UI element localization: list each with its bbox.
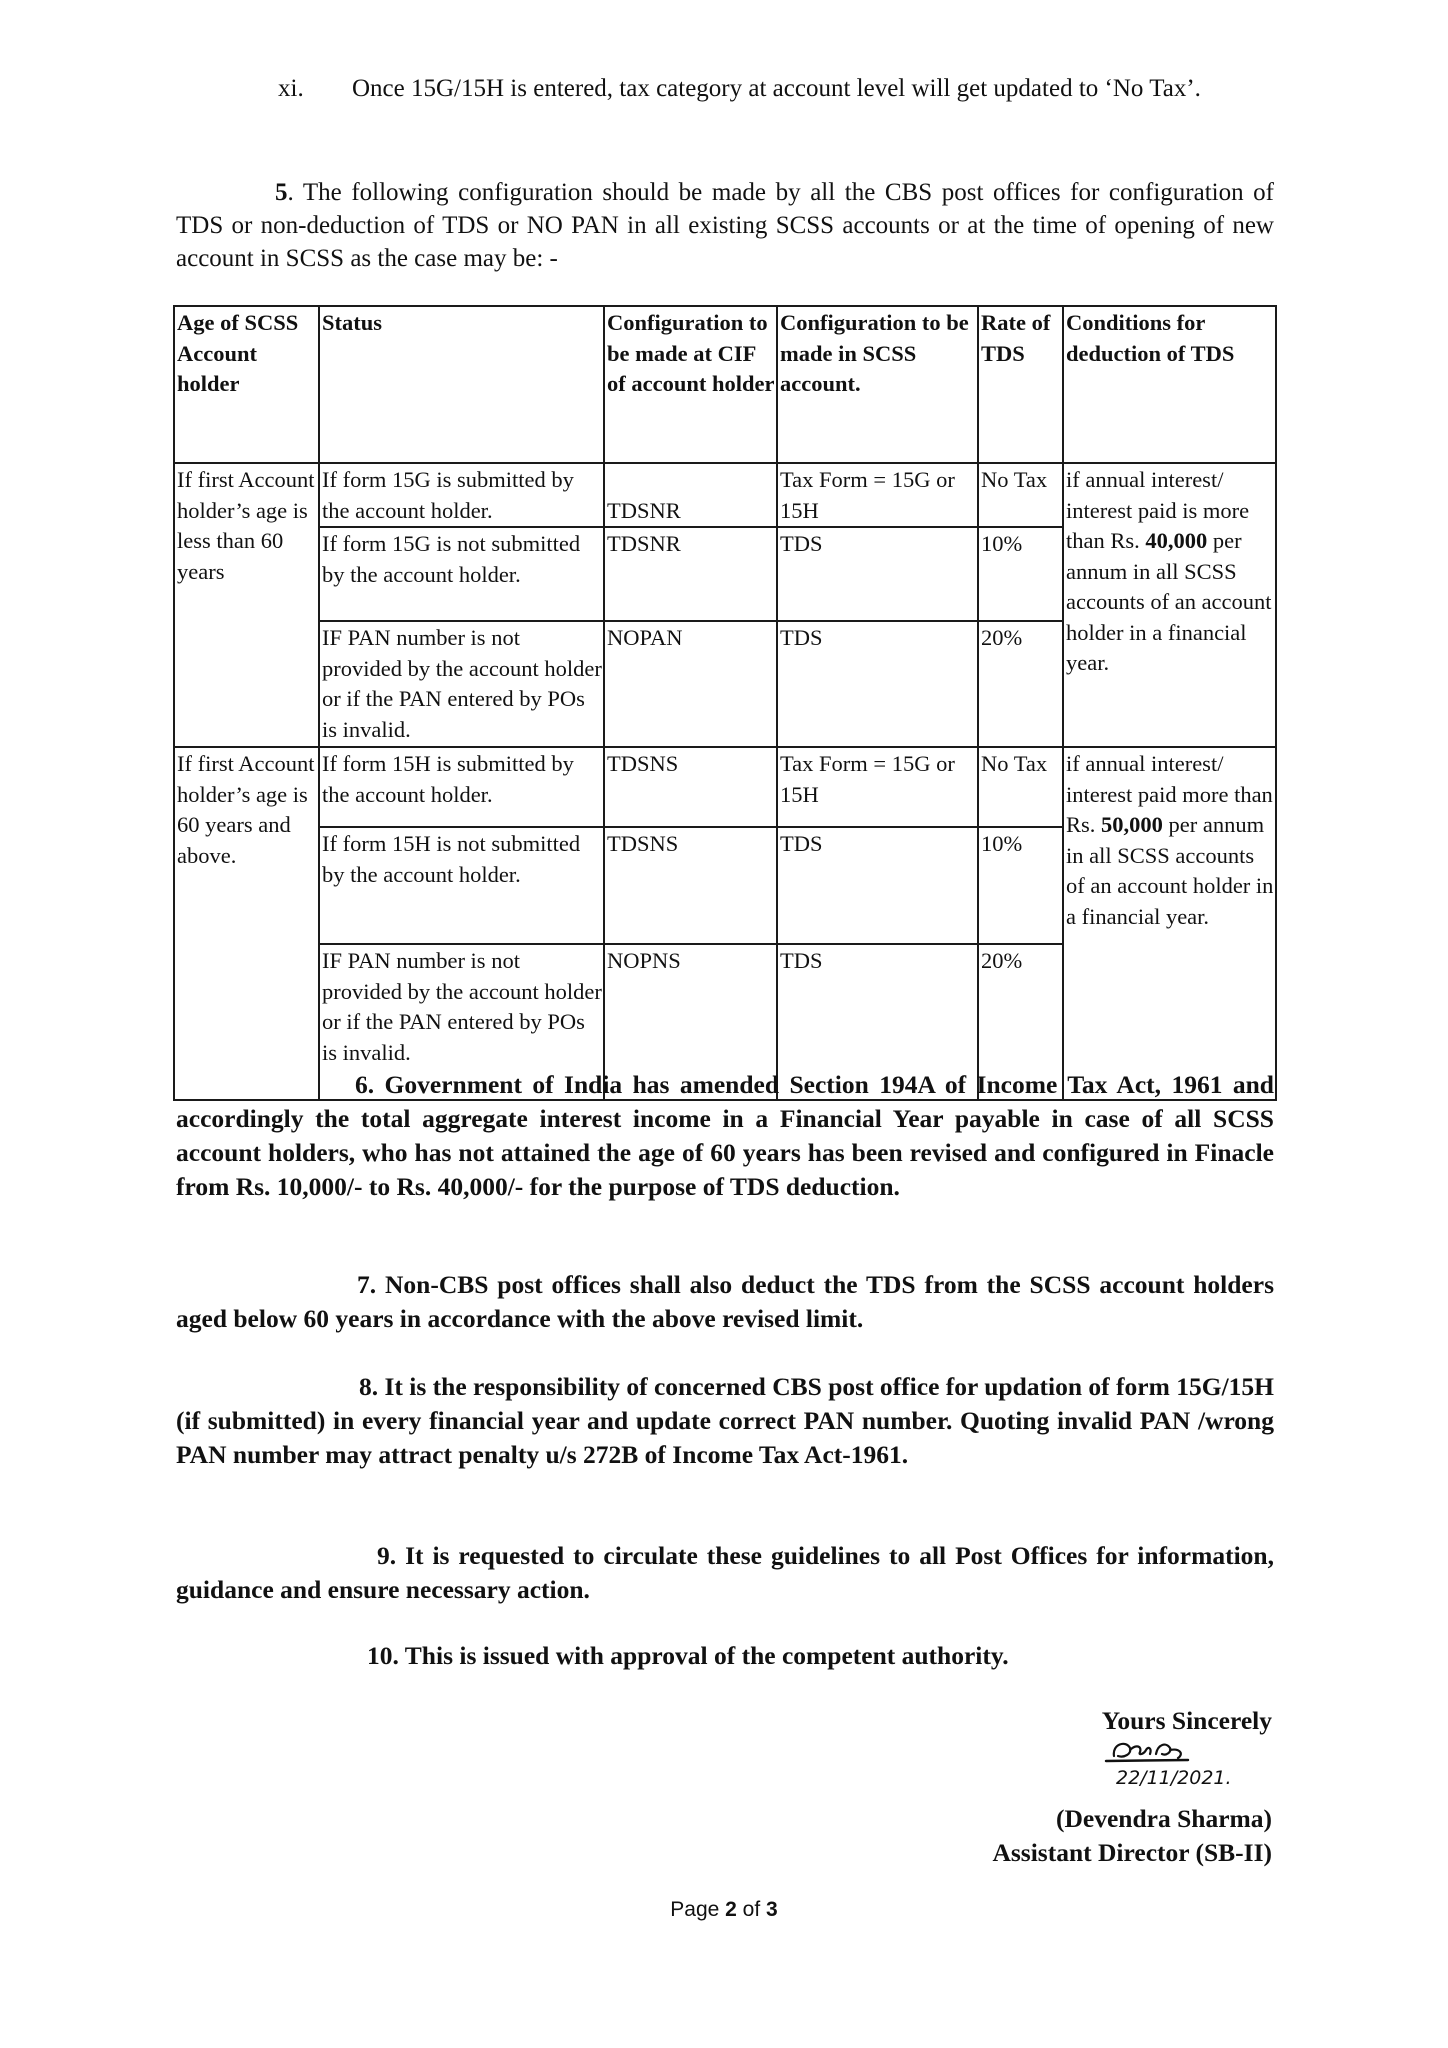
- cif-config-cell: TDSNS: [604, 827, 777, 944]
- condition-text: per annum in all SCSS accounts of an account holder in a financial year.: [1066, 812, 1274, 929]
- cif-config-cell: NOPAN: [604, 621, 777, 747]
- condition-amount: 50,000: [1101, 812, 1163, 837]
- rate-cell: 20%: [978, 944, 1063, 1100]
- rate-cell: No Tax: [978, 747, 1063, 827]
- status-cell: If form 15H is submitted by the account holder.: [319, 747, 604, 827]
- header-cif-config: Configuration to be made at CIF of account holder: [604, 306, 777, 463]
- paragraph-5-number: 5: [275, 179, 288, 206]
- page-number-footer: [0, 1898, 1448, 1922]
- account-config-cell: TDS: [777, 527, 978, 621]
- cif-config-cell: TDSNS: [604, 747, 777, 827]
- condition-text: if annual interest/ interest paid more than Rs.: [1066, 751, 1273, 837]
- closing-salutation: Yours Sincerely: [1101, 1706, 1272, 1735]
- account-config-cell: TDS: [777, 827, 978, 944]
- table-header-row: [174, 306, 1276, 463]
- cif-config-cell: TDSNR: [604, 527, 777, 621]
- header-rate: Rate of TDS: [978, 306, 1063, 463]
- table-row: [174, 463, 1276, 527]
- header-conditions: Conditions for deduction of TDS: [1063, 306, 1276, 463]
- condition-amount: 40,000: [1145, 528, 1208, 553]
- status-cell: If form 15G is submitted by the account holder.: [319, 463, 604, 527]
- status-cell: If form 15G is not submitted by the account holder.: [319, 527, 604, 621]
- paragraph-10: 10. This is issued with approval of the competent authority.: [367, 1641, 1009, 1670]
- condition-text: if annual interest/ interest paid is more than Rs.: [1066, 467, 1250, 553]
- paragraph-6: [176, 1068, 1274, 1204]
- paragraph-5-text: . The following configuration should be made by all the CBS post offices for configuration of TDS or non-deduction of TDS or NO PAN in all existing SCSS accounts or at the time of opening of new account in SCSS as the case may be: -: [176, 179, 1274, 272]
- paragraph-8-text: 8. It is the responsibility of concerned CBS post office for updation of form 15G/15H (if submitted) in every financial year and update correct PAN number. Quoting invalid PAN /wrong PAN number may attract penalty u/s 272B of Income Tax Act-1961.: [176, 1372, 1274, 1469]
- paragraph-5: [176, 176, 1274, 275]
- signature-scribble-icon: [1100, 1738, 1280, 1794]
- status-cell: If form 15H is not submitted by the account holder.: [319, 827, 604, 944]
- paragraph-7-text: 7. Non-CBS post offices shall also deduct the TDS from the SCSS account holders aged below 60 years in accordance with the above revised limit.: [176, 1270, 1274, 1333]
- paragraph-7: [176, 1268, 1274, 1336]
- header-account-config: Configuration to be made in SCSS account.: [777, 306, 978, 463]
- list-item-text: Once 15G/15H is entered, tax category at account level will get updated to ‘No Tax’.: [352, 75, 1201, 102]
- paragraph-6-text: 6. Government of India has amended Section 194A of Income Tax Act, 1961 and accordingly the total aggregate interest income in a Financial Year payable in case of all SCSS account holders, who has not attained the age of 60 years has been revised and configured in Finacle from Rs. 10,000/- to Rs. 40,000/- for the purpose of TDS deduction.: [176, 1070, 1274, 1201]
- total-page-count: 3: [766, 1898, 778, 1921]
- paragraph-9: [176, 1539, 1274, 1607]
- signer-title: Assistant Director (SB-II): [992, 1838, 1272, 1867]
- table-row: [174, 747, 1276, 827]
- age-group-cell: If first Account holder’s age is less than 60 years: [174, 463, 319, 747]
- rate-cell: 20%: [978, 621, 1063, 747]
- status-cell: IF PAN number is not provided by the account holder or if the PAN entered by POs is invalid.: [319, 621, 604, 747]
- footer-prefix: Page: [670, 1898, 726, 1921]
- condition-cell: [1063, 747, 1276, 1100]
- status-cell: IF PAN number is not provided by the account holder or if the PAN entered by POs is invalid.: [319, 944, 604, 1100]
- rate-cell: 10%: [978, 527, 1063, 621]
- condition-text: per annum in all SCSS accounts of an account holder in a financial year.: [1066, 528, 1272, 675]
- list-item-number: xi.: [278, 75, 304, 102]
- signer-name: (Devendra Sharma): [1055, 1804, 1272, 1833]
- header-age: Age of SCSS Account holder: [174, 306, 319, 463]
- rate-cell: 10%: [978, 827, 1063, 944]
- cif-config-cell: NOPNS: [604, 944, 777, 1100]
- account-config-cell: Tax Form = 15G or 15H: [777, 747, 978, 827]
- footer-middle: of: [736, 1898, 767, 1921]
- rate-cell: No Tax: [978, 463, 1063, 527]
- paragraph-9-text: 9. It is requested to circulate these guidelines to all Post Offices for information, guidance and ensure necessary action.: [176, 1541, 1274, 1604]
- account-config-cell: Tax Form = 15G or 15H: [777, 463, 978, 527]
- handwritten-signature: [1100, 1738, 1280, 1794]
- condition-cell: [1063, 463, 1276, 747]
- handwritten-date: 22/11/2021.: [1116, 1767, 1232, 1789]
- paragraph-8: [176, 1370, 1274, 1472]
- tds-configuration-table: [173, 305, 1275, 1104]
- age-group-cell: If first Account holder’s age is 60 years and above.: [174, 747, 319, 1100]
- account-config-cell: TDS: [777, 621, 978, 747]
- header-status: Status: [319, 306, 604, 463]
- account-config-cell: TDS: [777, 944, 978, 1100]
- current-page-number: 2: [725, 1898, 737, 1921]
- cif-config-cell: TDSNR: [604, 463, 777, 527]
